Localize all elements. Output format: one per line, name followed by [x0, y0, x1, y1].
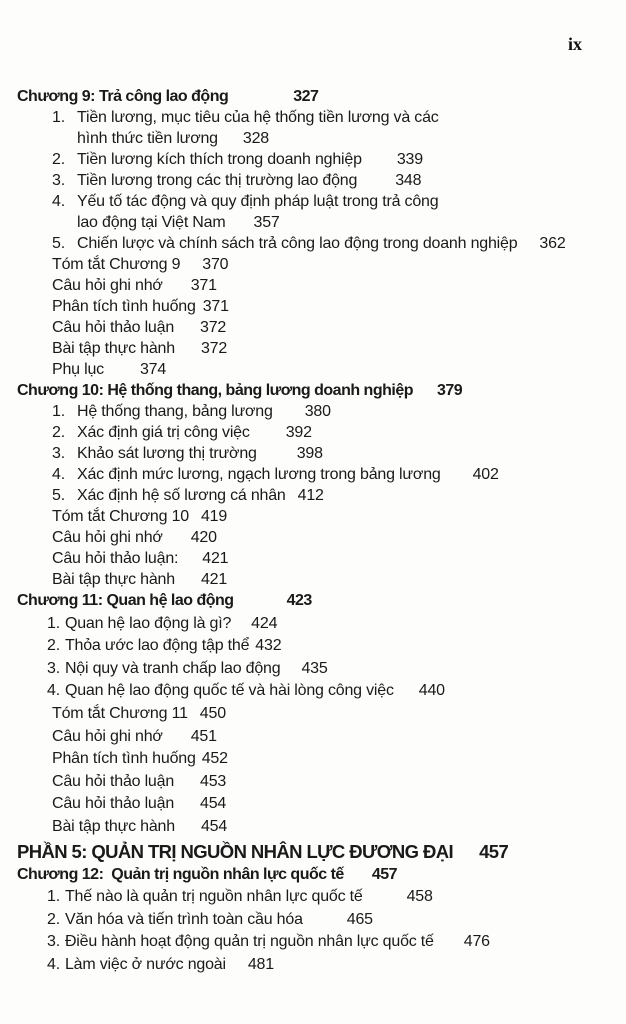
toc-entry-label: Phân tích tình huống: [52, 298, 196, 315]
toc-entry-label: Câu hỏi thảo luận:: [52, 550, 179, 567]
toc-entry-label: Câu hỏi ghi nhớ: [52, 727, 163, 745]
toc-page-number: 370: [202, 256, 229, 273]
toc-page-number: 371: [202, 298, 229, 315]
toc-entry: [17, 954, 618, 977]
toc-entry-label: Làm việc ở nước ngoài: [64, 955, 226, 973]
toc-page-number: 421: [202, 550, 229, 567]
toc-entry-label: Nội quy và tranh chấp lao động: [64, 659, 281, 677]
toc-entry-label: Quan hệ lao động quốc tế và hài lòng công việc: [64, 682, 394, 700]
toc-entry-label: Chương 11: Quan hệ lao động: [17, 592, 234, 609]
toc-entry-label: Câu hỏi thảo luận: [52, 795, 175, 813]
toc-chapter-heading: [17, 864, 618, 887]
toc-entry-label: Hệ thống thang, bảng lương: [77, 403, 273, 420]
toc-entry-continuation: [17, 212, 618, 233]
toc-entry-label: Xác định mức lương, ngạch lương trong bảng lương: [77, 466, 441, 483]
toc-entry: [17, 191, 618, 212]
toc-page-number: 379: [437, 382, 463, 399]
toc-page-number: 454: [200, 817, 228, 835]
toc-entry: [17, 680, 618, 703]
toc-entry: [17, 317, 618, 338]
toc-page-number: 371: [190, 277, 217, 294]
toc-entry: [17, 703, 618, 726]
toc-entry: [17, 569, 618, 590]
toc-entry-label: lao động tại Việt Nam: [77, 214, 226, 231]
toc-entry: [17, 793, 618, 816]
toc-page-number: 421: [200, 571, 228, 588]
toc-entry: [17, 149, 618, 170]
toc-page-number: 392: [285, 424, 312, 441]
toc-entry: [17, 931, 618, 954]
toc-part-heading: [17, 839, 618, 864]
toc-page-number: 453: [200, 772, 227, 790]
toc-page-number: 357: [253, 214, 280, 231]
toc-entry-label: Câu hỏi ghi nhớ: [52, 277, 163, 294]
toc-page-number: 374: [139, 361, 167, 378]
toc-entry: [17, 170, 618, 191]
toc-entry-label: Khảo sát lương thị trường: [77, 445, 257, 462]
toc-entry-label: Văn hóa và tiến trình toàn cầu hóa: [64, 910, 303, 928]
toc-page-number: 420: [190, 529, 217, 546]
toc-entry-label: Câu hỏi ghi nhớ: [52, 529, 163, 546]
toc-item-number: 2.: [52, 424, 65, 441]
toc-entry: [17, 275, 618, 296]
toc-item-number: 4.: [47, 955, 60, 973]
toc-entry: [17, 443, 618, 464]
toc-page-number: 348: [395, 172, 422, 189]
toc-entry-label: Tóm tắt Chương 9: [52, 256, 181, 273]
toc-entry-label: Tóm tắt Chương 10: [52, 508, 189, 525]
toc-page-number: 372: [200, 340, 228, 357]
toc-entry: [17, 726, 618, 749]
toc-entry: [17, 464, 618, 485]
toc-entry-label: Yếu tố tác động và quy định pháp luật trong trả công: [77, 193, 439, 210]
toc-item-number: 3.: [52, 445, 65, 462]
toc-page-number: 476: [463, 933, 490, 951]
toc-entry: [17, 658, 618, 681]
toc-entry-label: Bài tập thực hành: [52, 817, 175, 835]
toc-item-number: 2.: [47, 910, 60, 928]
toc-entry: [17, 771, 618, 794]
toc-page-number: 424: [251, 614, 278, 632]
toc-entry-label: Chương 12: Quản trị nguồn nhân lực quốc tế: [17, 865, 344, 883]
toc-entry: [17, 816, 618, 839]
toc-entry-label: PHẦN 5: QUẢN TRỊ NGUỒN NHÂN LỰC ĐƯƠNG ĐẠI: [17, 840, 454, 862]
toc-entry-label: Tiền lương trong các thị trường lao động: [77, 172, 358, 189]
toc-entry-label: Chương 9: Trả công lao động: [17, 88, 229, 105]
toc-entry: [17, 635, 618, 658]
toc-item-number: 3.: [47, 659, 60, 677]
toc-page-number: 402: [472, 466, 499, 483]
toc-item-number: 1.: [52, 109, 65, 126]
toc-entry-label: Phân tích tình huống: [52, 750, 196, 768]
toc-item-number: 5.: [52, 487, 65, 504]
toc-entry-label: hình thức tiền lương: [77, 130, 218, 147]
toc-page-number: 419: [200, 508, 228, 525]
toc-page-number: 440: [418, 682, 445, 700]
toc-entry-label: Tóm tắt Chương 11: [52, 704, 188, 722]
toc-chapter-heading: [17, 380, 618, 401]
toc-entry-label: Điều hành hoạt động quản trị nguồn nhân lực quốc tế: [64, 933, 434, 951]
toc-page-number: 328: [242, 130, 269, 147]
toc-entry-label: Xác định giá trị công việc: [77, 424, 250, 441]
toc-entry: [17, 338, 618, 359]
toc-page-number: 435: [301, 659, 328, 677]
toc-entry: [17, 296, 618, 317]
toc-item-number: 1.: [47, 614, 60, 632]
toc-item-number: 3.: [52, 172, 65, 189]
page-number-folio: ix: [567, 34, 582, 54]
toc-entry: [17, 886, 618, 909]
toc-entry: [17, 233, 618, 254]
toc-page-number: 423: [286, 592, 312, 609]
toc-entry-label: Tiền lương, mục tiêu của hệ thống tiền lương và các: [77, 109, 439, 126]
toc-section-chapters-11-12: [17, 590, 618, 977]
toc-entry: [17, 359, 618, 380]
toc-item-number: 1.: [47, 888, 60, 906]
toc-entry-label: Câu hỏi thảo luận: [52, 319, 175, 336]
toc-page-number: 339: [396, 151, 423, 168]
toc-item-number: 1.: [52, 403, 65, 420]
toc-page-number: 432: [255, 637, 282, 655]
toc-entry-label: Tiền lương kích thích trong doanh nghiệp: [77, 151, 362, 168]
toc-entry: [17, 548, 618, 569]
toc-page-number: 372: [200, 319, 227, 336]
toc-item-number: 4.: [47, 682, 60, 700]
toc-entry-label: Chiến lược và chính sách trả công lao động trong doanh nghiệp: [77, 235, 518, 252]
toc-page-number: 457: [371, 865, 398, 883]
toc-item-number: 2.: [52, 151, 65, 168]
toc-entry-label: Câu hỏi thảo luận: [52, 772, 175, 790]
toc-entry-label: Bài tập thực hành: [52, 571, 175, 588]
toc-chapter-heading: [17, 86, 618, 107]
toc-entry-label: Thỏa ước lao động tập thể: [64, 637, 250, 655]
toc-entry-continuation: [17, 128, 618, 149]
toc-section-chapters-9-10: [17, 86, 618, 590]
table-of-contents: [17, 86, 618, 977]
toc-page-number: 380: [304, 403, 331, 420]
toc-page-number: 457: [479, 840, 509, 862]
toc-page-number: 481: [247, 955, 274, 973]
toc-item-number: 4.: [52, 466, 65, 483]
toc-entry-label: Quan hệ lao động là gì?: [64, 614, 232, 632]
toc-entry: [17, 909, 618, 932]
toc-entry: [17, 422, 618, 443]
toc-page-number: 412: [297, 487, 324, 504]
toc-entry: [17, 527, 618, 548]
toc-page-number: 452: [201, 750, 228, 768]
toc-item-number: 2.: [47, 637, 60, 655]
toc-entry: [17, 506, 618, 527]
toc-page-number: 465: [346, 910, 373, 928]
toc-entry-label: Bài tập thực hành: [52, 340, 175, 357]
toc-page-number: 454: [200, 795, 227, 813]
toc-page-number: 450: [199, 704, 226, 722]
toc-item-number: 3.: [47, 933, 60, 951]
toc-item-number: 5.: [52, 235, 65, 252]
toc-entry: [17, 107, 618, 128]
toc-entry-label: Thế nào là quản trị nguồn nhân lực quốc tế: [64, 888, 363, 906]
toc-entry: [17, 254, 618, 275]
toc-entry-label: Chương 10: Hệ thống thang, bảng lương doanh nghiệp: [17, 382, 413, 399]
toc-page-number: 398: [296, 445, 323, 462]
toc-page-number: 458: [406, 888, 433, 906]
toc-chapter-heading: [17, 590, 618, 613]
toc-page-number: 362: [539, 235, 566, 252]
toc-entry: [17, 485, 618, 506]
toc-page-number: 451: [190, 727, 217, 745]
toc-item-number: 4.: [52, 193, 65, 210]
toc-entry-label: Xác định hệ số lương cá nhân: [77, 487, 286, 504]
toc-entry: [17, 613, 618, 636]
toc-page-number: 327: [293, 88, 319, 105]
toc-entry-label: Phụ lục: [52, 361, 104, 378]
toc-entry: [17, 748, 618, 771]
toc-entry: [17, 401, 618, 422]
